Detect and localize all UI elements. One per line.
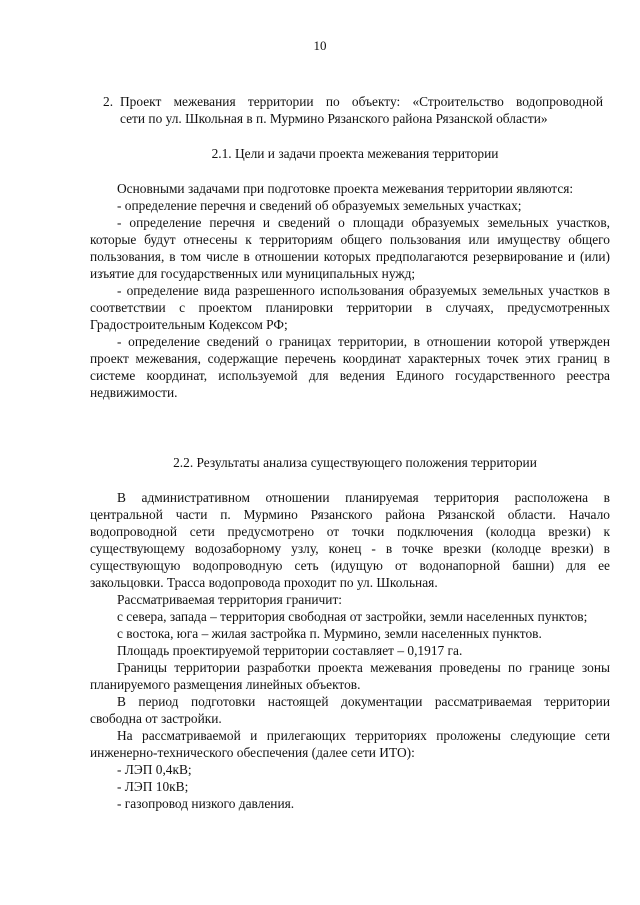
section-title-line1: Проект межевания территории по объекту: «Строительство водопроводной bbox=[120, 94, 603, 109]
section-title-line2: сети по ул. Школьная в п. Мурмино Рязанского района Рязанской области» bbox=[120, 111, 548, 126]
paragraph: с севера, запада – территория свободная от застройки, земли населенных пунктов; bbox=[117, 609, 588, 624]
paragraph: - ЛЭП 0,4кВ; bbox=[117, 762, 192, 777]
subsection-2-title: 2.2. Результаты анализа существующего положения территории bbox=[173, 455, 537, 470]
paragraph: На рассматриваемой и прилегающих территориях проложены следующие сети инженерно-технического обеспечения (далее сети ИТО): bbox=[90, 728, 610, 760]
subsection-1-body bbox=[90, 180, 610, 401]
subsection-1-title: 2.1. Цели и задачи проекта межевания территории bbox=[211, 146, 499, 161]
paragraph: Площадь проектируемой территории составляет – 0,1917 га. bbox=[117, 643, 463, 658]
paragraph: - определение перечня и сведений о площади образуемых земельных участков, которые будут отнесены к территориям общего пользования или имуществу общего пользования, в том числе в отношении которых предполагаются резервирование и (или) изъятие для государственных или муниципальных нужд; bbox=[90, 215, 610, 281]
section-number: 2. bbox=[103, 94, 114, 109]
paragraph: с востока, юга – жилая застройка п. Мурмино, земли населенных пунктов. bbox=[117, 626, 542, 641]
paragraph: В административном отношении планируемая территория расположена в центральной части п. Мурмино Рязанского района Рязанской области. Начало водопроводной сети предусмотрено от точки подключения (колодца врезки) к существующему водозаборному узлу, конец - в точке врезки (колодце врезки) в существующую водопроводную сеть (идущую от водонапорной башни) для ее закольцовки. Трасса водопровода проходит по ул. Школьная. bbox=[90, 490, 610, 590]
paragraph: - определение вида разрешенного использования образуемых земельных участков в соответствии с проектом планировки территории в случаях, предусмотренных Градостроительным Кодексом РФ; bbox=[90, 283, 610, 332]
paragraph: Рассматриваемая территория граничит: bbox=[117, 592, 343, 607]
subsection-2-body bbox=[90, 489, 610, 812]
paragraph: Основными задачами при подготовке проекта межевания территории являются: bbox=[117, 181, 574, 196]
paragraph: - определение перечня и сведений об образуемых земельных участках; bbox=[117, 198, 522, 213]
page-number: 10 bbox=[313, 38, 327, 53]
paragraph: Границы территории разработки проекта межевания проведены по границе зоны планируемого размещения линейных объектов. bbox=[90, 660, 610, 692]
paragraph: - определение сведений о границах территории, в отношении которой утвержден проект межевания, содержащие перечень координат характерных точек этих границ в системе координат, используемой для ведения Единого государственного реестра недвижимости. bbox=[90, 334, 610, 400]
paragraph: - ЛЭП 10кВ; bbox=[117, 779, 189, 794]
paragraph: - газопровод низкого давления. bbox=[117, 796, 295, 811]
paragraph: В период подготовки настоящей документации рассматриваемая территории свободна от застройки. bbox=[90, 694, 610, 726]
section-heading bbox=[103, 93, 603, 127]
